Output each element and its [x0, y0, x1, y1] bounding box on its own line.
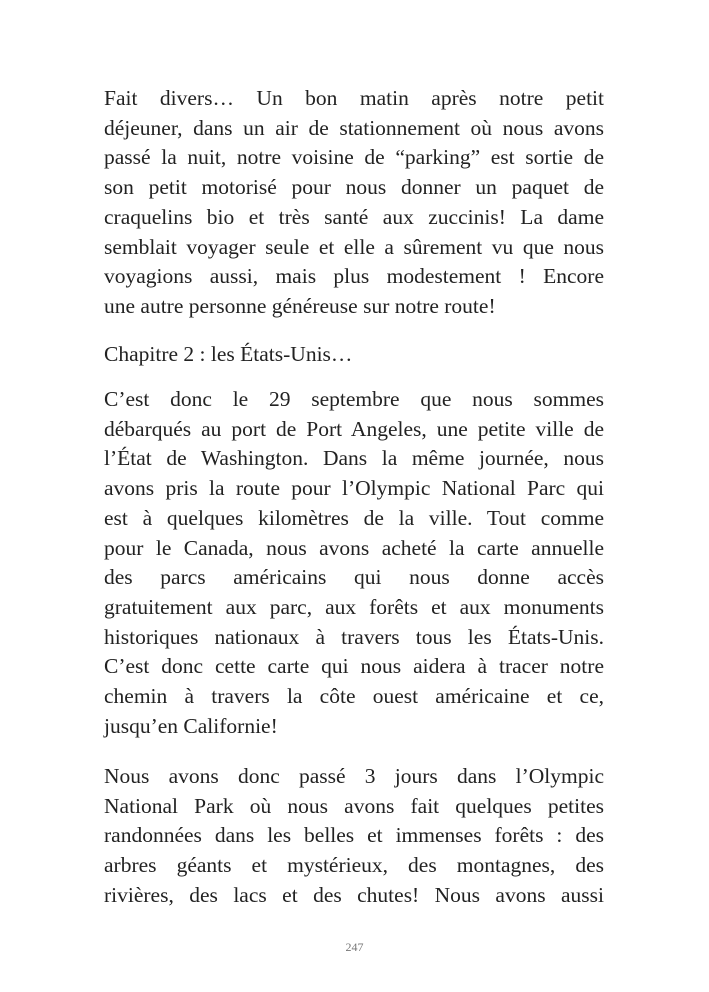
text-line: avons pris la route pour l’Olympic National Parc qui	[104, 476, 604, 501]
text-line: voyagions aussi, mais plus modestement ! Encore	[104, 264, 604, 289]
text-line: débarqués au port de Port Angeles, une petite ville de	[104, 416, 604, 441]
paragraph-fait-divers	[104, 84, 604, 322]
text-line: randonnées dans les belles et immenses forêts : des	[104, 823, 604, 848]
text-line: son petit motorisé pour nous donner un paquet de	[104, 175, 604, 200]
paragraph-port-angeles	[104, 385, 604, 741]
text-line: pour le Canada, nous avons acheté la carte annuelle	[104, 535, 604, 560]
text-line: l’État de Washington. Dans la même journée, nous	[104, 446, 604, 471]
text-line: C’est donc le 29 septembre que nous sommes	[104, 387, 604, 411]
text-line: National Park où nous avons fait quelques petites	[104, 793, 604, 818]
text-line: gratuitement aux parc, aux forêts et aux monuments	[104, 594, 604, 619]
text-line: déjeuner, dans un air de stationnement où nous avons	[104, 115, 604, 140]
text-line: craquelins bio et très santé aux zuccinis! La dame	[104, 204, 604, 229]
text-line: historiques nationaux à travers tous les États-Unis.	[104, 624, 604, 649]
chapter-heading	[104, 340, 604, 370]
text-line: semblait voyager seule et elle a sûrement vu que nous	[104, 234, 604, 259]
text-line: arbres géants et mystérieux, des montagnes, des	[104, 853, 604, 878]
text-line: passé la nuit, notre voisine de “parking” est sortie de	[104, 145, 604, 170]
text-line: chemin à travers la côte ouest américaine et ce,	[104, 684, 604, 709]
text-line: C’est donc cette carte qui nous aidera à tracer notre	[104, 654, 604, 679]
paragraph-olympic-park	[104, 762, 604, 911]
text-line: Nous avons donc passé 3 jours dans l’Olympic	[104, 764, 604, 788]
text-line: jusqu’en Californie!	[104, 713, 278, 738]
page-number: 247	[345, 940, 364, 954]
text-line: des parcs américains qui nous donne accès	[104, 565, 604, 590]
text-line: Fait divers… Un bon matin après notre petit	[104, 86, 604, 110]
text-line: rivières, des lacs et des chutes! Nous avons aussi	[104, 882, 604, 907]
text-line: est à quelques kilomètres de la ville. Tout comme	[104, 505, 604, 530]
text-line: une autre personne généreuse sur notre route!	[104, 293, 496, 318]
chapter-title: Chapitre 2 : les États-Unis…	[104, 342, 353, 366]
